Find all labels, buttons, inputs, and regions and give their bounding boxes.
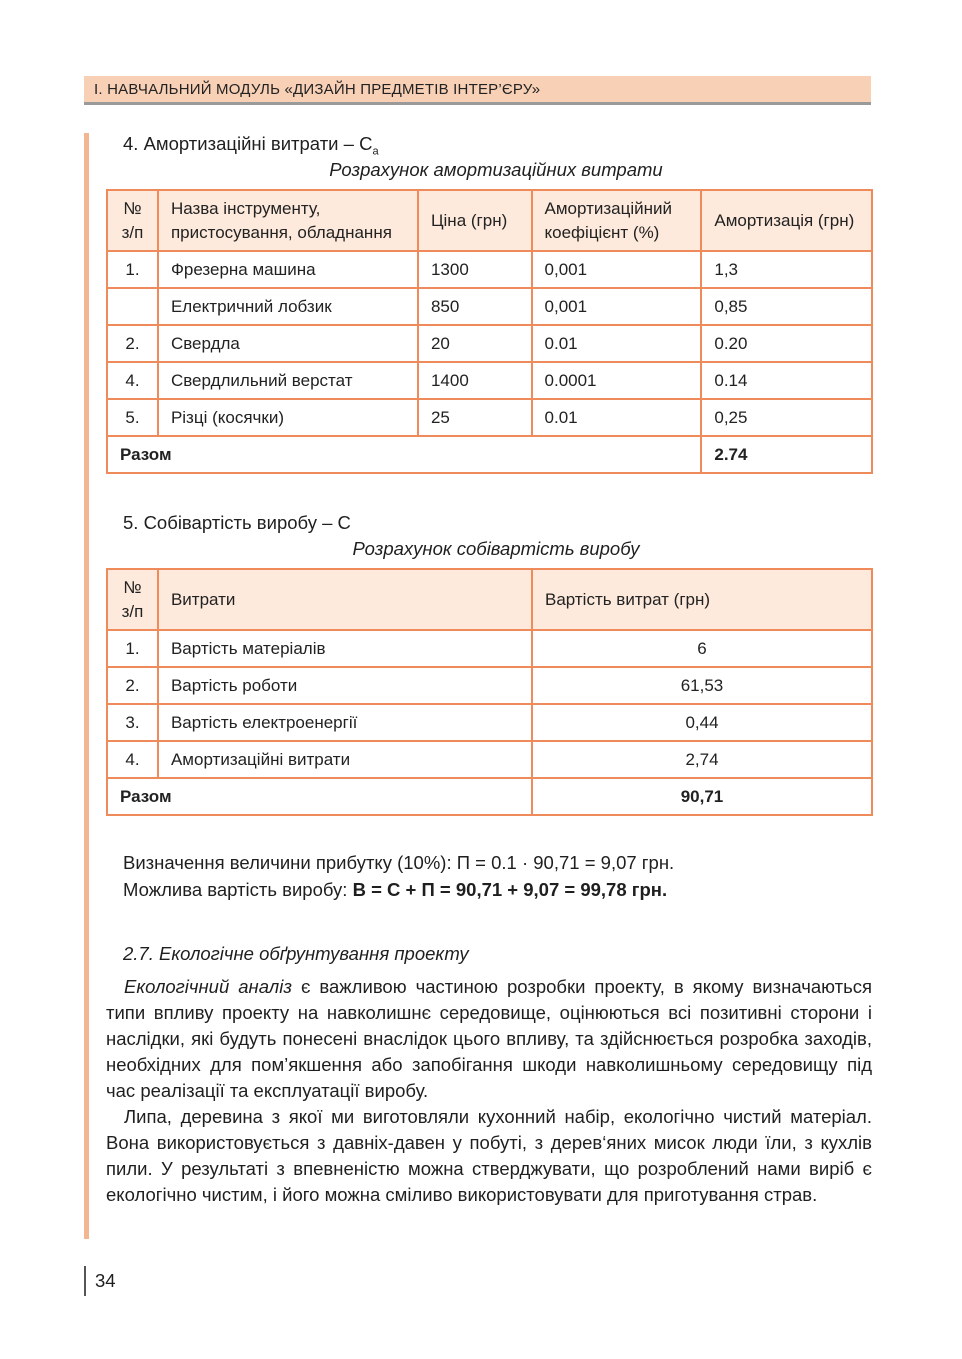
cell: 61,53 (532, 667, 872, 704)
cell: 2. (107, 667, 158, 704)
col-header-price: Ціна (грн) (418, 190, 532, 251)
section4-heading (123, 133, 379, 158)
profit-line: Визначення величини прибутку (10%): П = 0.1 · 90,71 = 9,07 грн. (123, 852, 675, 873)
cell: 0.14 (701, 362, 872, 399)
amortization-table (106, 189, 873, 474)
cell: 0.20 (701, 325, 872, 362)
table-header-row (107, 190, 872, 251)
running-header-title: І. НАВЧАЛЬНИЙ МОДУЛЬ «ДИЗАЙН ПРЕДМЕТІВ ІНТЕР’ЄРУ» (94, 81, 541, 98)
total-label: Разом (107, 778, 532, 815)
table-row (107, 362, 872, 399)
col-header-name: Назва інструменту, пристосування, обладнання (158, 190, 418, 251)
table-row (107, 630, 872, 667)
cell: 1. (107, 630, 158, 667)
col-header-number: № з/п (107, 569, 158, 630)
section5-caption: Розрахунок собівартість виробу (352, 538, 640, 559)
cell: 1,3 (701, 251, 872, 288)
table-row (107, 704, 872, 741)
cell: Електричний лобзик (158, 288, 418, 325)
cell: 0,001 (532, 251, 702, 288)
table-row (107, 667, 872, 704)
section5-heading: 5. Собівартість виробу – С (123, 512, 351, 533)
cell: Амортизаційні витрати (158, 741, 532, 778)
page-number: 34 (95, 1270, 116, 1291)
paragraph-2: Липа, деревина з якої ми виготовляли кухонний набір, екологічно чистий матеріал. Вона використовується з давніх-давен у побуті, з дерев‘яних мисок люди їли, з кухлів пили. У результаті з впевненістю можна стверджувати, що розроблений нами виріб є екологічно чистим, і його можна сміливо використовувати для приготування страв. (106, 1106, 872, 1205)
cell: Свердлильний верстат (158, 362, 418, 399)
price-line-prefix: Можлива вартість виробу: (123, 879, 353, 900)
cell: 0,44 (532, 704, 872, 741)
table-row (107, 399, 872, 436)
cell: Вартість матеріалів (158, 630, 532, 667)
cell: 850 (418, 288, 532, 325)
cell: 0.01 (532, 399, 702, 436)
cell: 1. (107, 251, 158, 288)
table-row (107, 288, 872, 325)
running-header (84, 76, 871, 105)
cell: 0,001 (532, 288, 702, 325)
cell: 5. (107, 399, 158, 436)
ecology-text (106, 974, 872, 1208)
cell: 1400 (418, 362, 532, 399)
table-row (107, 325, 872, 362)
section27-title: 2.7. Екологічне обґрунтування проекту (123, 943, 469, 964)
col-header-number: № з/п (107, 190, 158, 251)
price-line (123, 879, 667, 901)
page-number-rule (84, 1266, 86, 1296)
cell: Різці (косячки) (158, 399, 418, 436)
cell (107, 288, 158, 325)
cell: 3. (107, 704, 158, 741)
table-header-row (107, 569, 872, 630)
total-label: Разом (107, 436, 701, 473)
price-line-formula: В = С + П = 90,71 + 9,07 = 99,78 грн. (352, 879, 668, 900)
cell: 0.01 (532, 325, 702, 362)
col-header-coefficient: Амортизаційний коефіцієнт (%) (532, 190, 702, 251)
section4-heading-sub: а (372, 145, 379, 158)
cell: 25 (418, 399, 532, 436)
cell: Фрезерна машина (158, 251, 418, 288)
left-accent-bar (84, 133, 89, 1239)
cell: 2. (107, 325, 158, 362)
cell: 4. (107, 362, 158, 399)
table-total-row (107, 436, 872, 473)
cell: 1300 (418, 251, 532, 288)
cell: Свердла (158, 325, 418, 362)
table-row (107, 741, 872, 778)
paragraph-1 (106, 974, 872, 1104)
cell: 20 (418, 325, 532, 362)
table-total-row (107, 778, 872, 815)
cell: 0.0001 (532, 362, 702, 399)
section4-caption: Розрахунок амортизаційних витрати (329, 159, 663, 180)
cell: 6 (532, 630, 872, 667)
cell: Вартість роботи (158, 667, 532, 704)
cell: 0,85 (701, 288, 872, 325)
paragraph-1-text: є важливою частиною розробки проекту, в якому визначаються типи впливу проекту на навколишнє середовище, оцінюються всі позитивні сторони і наслідки, які будуть понесені внаслідок цього впливу, та здійснюється розробка заходів, необхідних для пом’якшення або запобігання шкоди навколишньому середовищу під час реалізації та експлуатації виробу. (106, 976, 872, 1101)
cost-table (106, 568, 873, 816)
paragraph-1-italic: Екологічний аналіз (124, 976, 292, 997)
table-row (107, 251, 872, 288)
col-header-amortization: Амортизація (грн) (701, 190, 872, 251)
cell: 4. (107, 741, 158, 778)
section4-heading-text: 4. Амортизаційні витрати – С (123, 133, 373, 154)
cell: Вартість електроенергії (158, 704, 532, 741)
col-header-cost: Вартість витрат (грн) (532, 569, 872, 630)
col-header-expenses: Витрати (158, 569, 532, 630)
cell: 2,74 (532, 741, 872, 778)
total-value: 90,71 (532, 778, 872, 815)
total-value: 2.74 (701, 436, 872, 473)
cell: 0,25 (701, 399, 872, 436)
